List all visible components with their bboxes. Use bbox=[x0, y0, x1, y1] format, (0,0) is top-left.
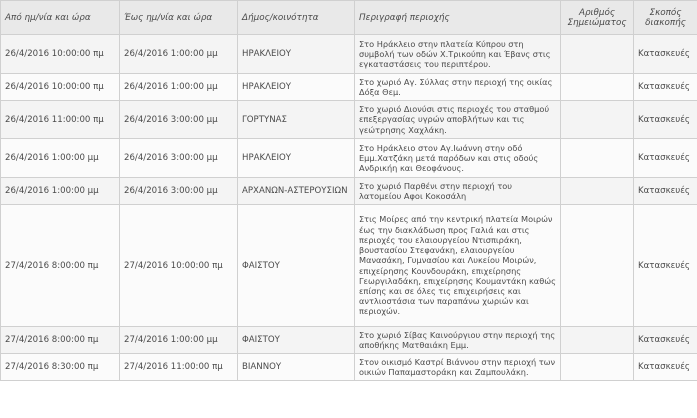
cell-from: 26/4/2016 1:00:00 μμ bbox=[1, 178, 120, 205]
cell-description: Στο χωριό Σίβας Καινούργιου στην περιοχή της αποθήκης Ματθαιάκη Εμμ. bbox=[355, 327, 561, 354]
table-row bbox=[1, 354, 697, 381]
cell-from: 27/4/2016 8:00:00 πμ bbox=[1, 205, 120, 327]
table-row bbox=[1, 35, 697, 74]
table-header bbox=[1, 1, 697, 35]
cell-from: 26/4/2016 10:00:00 πμ bbox=[1, 35, 120, 74]
cell-municipality: ΗΡΑΚΛΕΙΟΥ bbox=[238, 74, 355, 101]
cell-description: Στις Μοίρες από την κεντρική πλατεία Μοιρών έως την διακλάδωση προς Γαλιά και στις περιοχές του ελαιουργείου Ντισπιράκη, βουστασίου Στεφανάκη, ελαιουργείου Μανασάκη, Γυμνασίου και Λυκείου Μοιρών, επιχείρησης Κουνδουράκη, επιχείρησης Γεωργιλαδάκη, επιχείρησης Κουμαντάκη καθώς επίσης και σε όλες τις επιχειρήσεις και αντλιοστάσια των παραπάνω χωριών και περιοχών. bbox=[355, 205, 561, 327]
cell-municipality: ΑΡΧΑΝΩΝ-ΑΣΤΕΡΟΥΣΙΩΝ bbox=[238, 178, 355, 205]
cell-purpose: Κατασκευές bbox=[634, 101, 697, 139]
table-row bbox=[1, 327, 697, 354]
header-row bbox=[1, 1, 697, 35]
table-row bbox=[1, 205, 697, 327]
cell-municipality: ΦΑΙΣΤΟΥ bbox=[238, 205, 355, 327]
cell-description: Στον οικισμό Καστρί Βιάννου στην περιοχή των οικιών Παπαμαστοράκη και Ζαμπουλάκη. bbox=[355, 354, 561, 381]
cell-point-number bbox=[561, 205, 634, 327]
cell-purpose: Κατασκευές bbox=[634, 354, 697, 381]
cell-description: Στο χωριό Παρθένι στην περιοχή του λατομείου Αφοι Κοκοσάλη bbox=[355, 178, 561, 205]
cell-municipality: ΦΑΙΣΤΟΥ bbox=[238, 327, 355, 354]
cell-to: 26/4/2016 1:00:00 μμ bbox=[120, 35, 238, 74]
cell-from: 27/4/2016 8:30:00 πμ bbox=[1, 354, 120, 381]
cell-point-number bbox=[561, 35, 634, 74]
cell-municipality: ΗΡΑΚΛΕΙΟΥ bbox=[238, 35, 355, 74]
header-to: Έως ημ/νία και ώρα bbox=[120, 1, 238, 35]
header-description: Περιγραφή περιοχής bbox=[355, 1, 561, 35]
cell-point-number bbox=[561, 139, 634, 178]
table-row bbox=[1, 139, 697, 178]
table-row bbox=[1, 74, 697, 101]
cell-from: 26/4/2016 10:00:00 πμ bbox=[1, 74, 120, 101]
cell-point-number bbox=[561, 327, 634, 354]
cell-to: 26/4/2016 1:00:00 μμ bbox=[120, 74, 238, 101]
cell-description: Στο Ηράκλειο στον Αγ.Ιωάννη στην οδό Εμμ.Χατζάκη μετά παρόδων και στις οδούς Ανδρικήη και Θεοφάνους. bbox=[355, 139, 561, 178]
cell-description: Στο χωριό Διονύσι στις περιοχές του σταθμού επεξεργασίας υγρών αποβλήτων και τις γεώτρησης Χαχλάκη. bbox=[355, 101, 561, 139]
cell-from: 26/4/2016 11:00:00 πμ bbox=[1, 101, 120, 139]
cell-to: 26/4/2016 3:00:00 μμ bbox=[120, 178, 238, 205]
header-purpose: Σκοπός διακοπής bbox=[634, 1, 697, 35]
cell-description: Στο χωριό Αγ. Σύλλας στην περιοχή της οικίας Δόξα Θεμ. bbox=[355, 74, 561, 101]
table-row bbox=[1, 178, 697, 205]
cell-purpose: Κατασκευές bbox=[634, 74, 697, 101]
cell-to: 27/4/2016 1:00:00 μμ bbox=[120, 327, 238, 354]
cell-description: Στο Ηράκλειο στην πλατεία Κύπρου στη συμβολή των οδών Χ.Τρικούπη και Έβανς στις εγκαταστάσεις του περιπτέρου. bbox=[355, 35, 561, 74]
cell-point-number bbox=[561, 354, 634, 381]
cell-point-number bbox=[561, 101, 634, 139]
table-body bbox=[1, 35, 697, 381]
header-from: Από ημ/νία και ώρα bbox=[1, 1, 120, 35]
cell-point-number bbox=[561, 74, 634, 101]
cell-purpose: Κατασκευές bbox=[634, 178, 697, 205]
cell-from: 26/4/2016 1:00:00 μμ bbox=[1, 139, 120, 178]
header-point-number: Αριθμός Σημειώματος bbox=[561, 1, 634, 35]
cell-municipality: ΒΙΑΝΝΟΥ bbox=[238, 354, 355, 381]
cell-to: 26/4/2016 3:00:00 μμ bbox=[120, 139, 238, 178]
cell-to: 26/4/2016 3:00:00 μμ bbox=[120, 101, 238, 139]
cell-purpose: Κατασκευές bbox=[634, 205, 697, 327]
cell-purpose: Κατασκευές bbox=[634, 139, 697, 178]
cell-purpose: Κατασκευές bbox=[634, 327, 697, 354]
cell-to: 27/4/2016 10:00:00 πμ bbox=[120, 205, 238, 327]
cell-municipality: ΓΟΡΤΥΝΑΣ bbox=[238, 101, 355, 139]
cell-point-number bbox=[561, 178, 634, 205]
table-row bbox=[1, 101, 697, 139]
cell-from: 27/4/2016 8:00:00 πμ bbox=[1, 327, 120, 354]
cell-municipality: ΗΡΑΚΛΕΙΟΥ bbox=[238, 139, 355, 178]
header-municipality: Δήμος/κοινότητα bbox=[238, 1, 355, 35]
cell-purpose: Κατασκευές bbox=[634, 35, 697, 74]
cell-to: 27/4/2016 11:00:00 πμ bbox=[120, 354, 238, 381]
